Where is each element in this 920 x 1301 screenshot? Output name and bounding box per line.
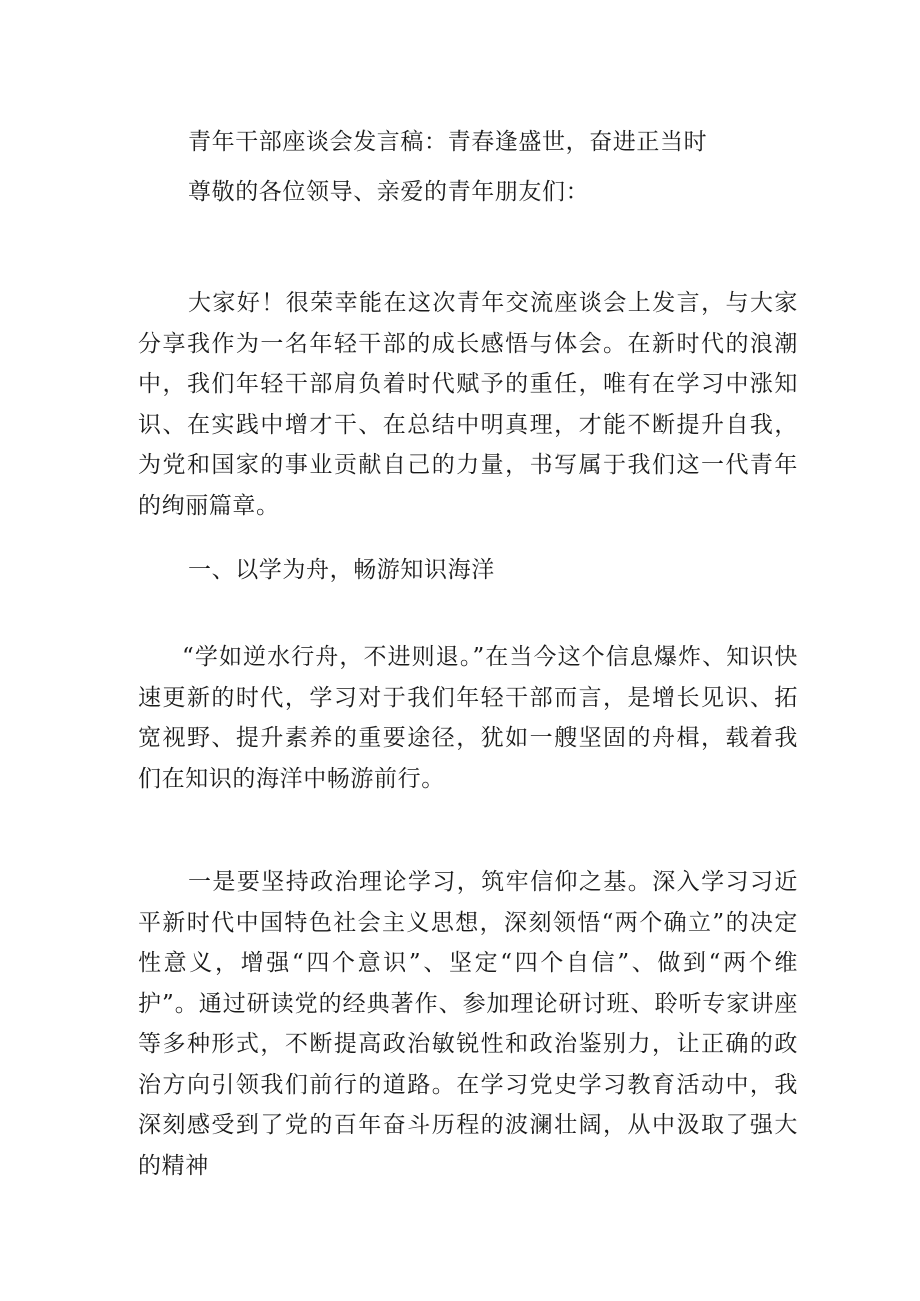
quote-paragraph: “学如逆水行舟，不进则退。”在当今这个信息爆炸、知识快速更新的时代，学习对于我们年轻干部而言，是增长见识、拓宽视野、提升素养的重要途径，犹如一艘坚固的舟楫，载着我们在知识的海洋中畅游前行。 bbox=[138, 644, 798, 792]
section-heading-1: 一、以学为舟，畅游知识海洋 bbox=[188, 557, 495, 583]
document-title: 青年干部座谈会发言稿：青春逢盛世，奋进正当时 bbox=[188, 129, 708, 155]
point-one-paragraph: 一是要坚持政治理论学习，筑牢信仰之基。深入学习习近平新时代中国特色社会主义思想，深刻领悟“两个确立”的决定性意义，增强“四个意识”、坚定“四个自信”、做到“两个维护”。通过研读党的经典著作、参加理论研讨班、聆听专家讲座等多种形式，不断提高政治敏锐性和政治鉴别力，让正确的政治方向引领我们前行的道路。在学习党史学习教育活动中，我深刻感受到了党的百年奋斗历程的波澜壮阔，从中汲取了强大的精神 bbox=[138, 869, 798, 1179]
intro-paragraph: 大家好！很荣幸能在这次青年交流座谈会上发言，与大家分享我作为一名年轻干部的成长感悟与体会。在新时代的浪潮中，我们年轻干部肩负着时代赋予的重任，唯有在学习中涨知识、在实践中增才干、在总结中明真理，才能不断提升自我，为党和国家的事业贡献自己的力量，书写属于我们这一代青年的绚丽篇章。 bbox=[138, 290, 798, 519]
salutation: 尊敬的各位领导、亲爱的青年朋友们： bbox=[188, 179, 590, 205]
